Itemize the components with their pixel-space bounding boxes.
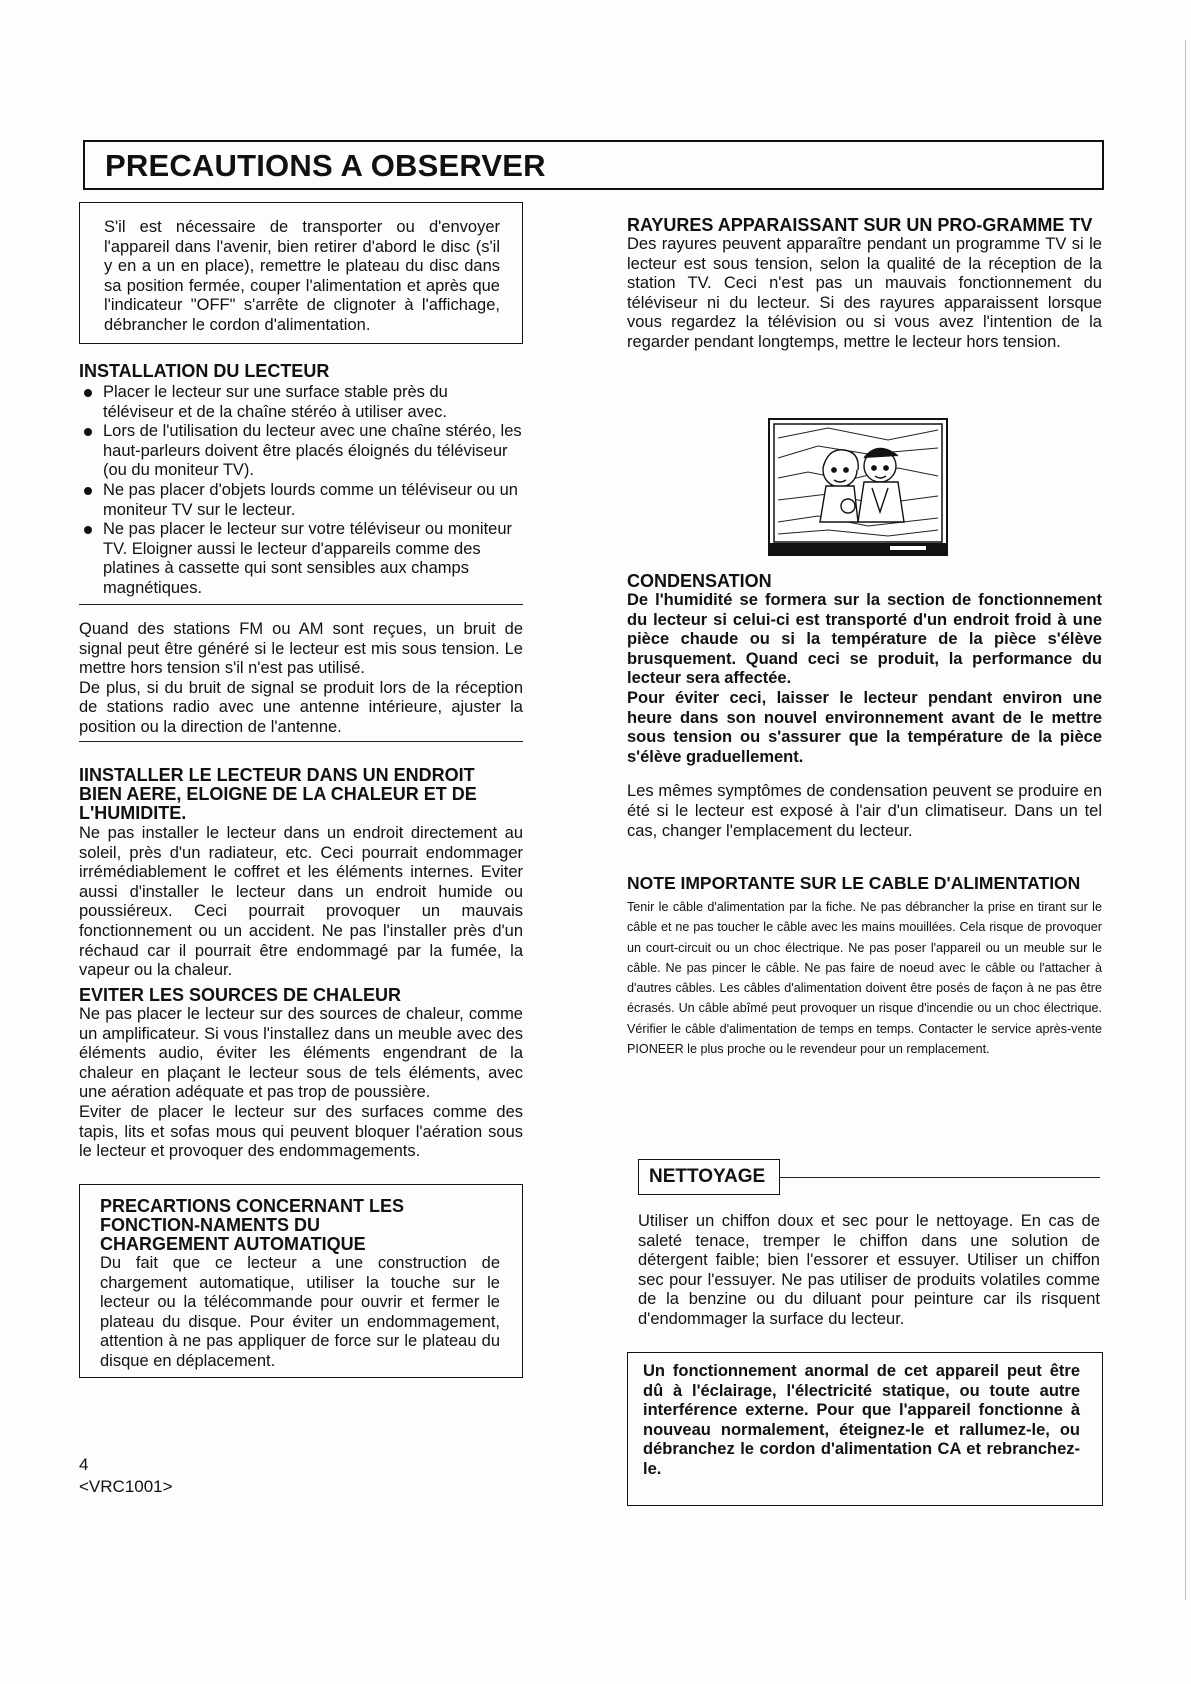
condensation-text: Les mêmes symptômes de condensation peuvent se produire en été si le lecteur est exposé à l'air d'un climatiseur. Dans un tel cas, changer l'emplacement du lecteur. <box>627 782 1102 840</box>
tv-illustration <box>768 418 948 556</box>
heat-section <box>79 986 523 1162</box>
loading-box <box>79 1184 523 1378</box>
transport-note: S'il est nécessaire de transporter ou d'envoyer l'appareil dans l'avenir, bien retirer d'abord le disc (s'il y en a un en place), remettre le plateau du disc dans sa position fermée, couper l'alimentation et après que l'indicateur "OFF" s'arrête de clignoter à l'affichage, débrancher le cordon d'alimentation. <box>104 218 500 334</box>
fm-am-note-p1: Quand des stations FM ou AM sont reçues, un bruit de signal peut être généré si le lecteur est mis sous tension. Le mettre hors tension s'il n'est pas utilisé. <box>79 620 523 678</box>
loading-text: Du fait que ce lecteur a une construction de chargement automatique, utiliser la touche sur le lecteur ou la télécommande pour ouvrir et fermer le plateau du disque. Pour éviter un endommagement, attention à ne pas appliquer de force sur le plateau du disque en déplacement. <box>100 1254 500 1370</box>
condensation-bold1: De l'humidité se formera sur la section de fonctionnement du lecteur si celui-ci est transporté d'un endroit froid à une pièce chaude ou si la température de la pièce s'élève brusquement. Quand ceci se produit, la performance du lecteur sera affectée. <box>627 591 1102 688</box>
divider <box>79 741 523 742</box>
installation-section <box>79 362 523 599</box>
cleaning-heading-box <box>638 1159 780 1195</box>
bullet-icon <box>84 428 92 436</box>
heat-heading: EVITER LES SOURCES DE CHALEUR <box>79 985 402 1005</box>
heat-text: Ne pas placer le lecteur sur des sources de chaleur, comme un amplificateur. Si vous l'installez dans un meuble avec des éléments audio, éviter les éléments engendrant de la chaleur en plaçant le lecteur sous de tels éléments, avec une aération adéquate et pas trop de poussière. <box>79 1005 523 1102</box>
fm-am-note <box>79 620 523 738</box>
bullet-icon <box>84 389 92 397</box>
page-title-box <box>83 140 1104 190</box>
cleaning-heading-row <box>638 1159 1100 1195</box>
cleaning-heading: NETTOYAGE <box>649 1166 766 1187</box>
loading-heading: PRECARTIONS CONCERNANT LES FONCTION-NAMENTS DU CHARGEMENT AUTOMATIQUE <box>100 1196 405 1254</box>
malfunction-box <box>627 1352 1103 1506</box>
page-number: 4 <box>79 1455 89 1474</box>
scan-edge-line <box>1185 40 1186 1600</box>
condensation-section <box>627 572 1102 841</box>
tv-with-cartoon-image <box>768 418 948 556</box>
malfunction-note: Un fonctionnement anormal de cet appareil peut être dû à l'éclairage, l'électricité statique, ou toute autre interférence externe. Pour que l'appareil fonctionne à nouveau normalement, éteignez-le et rallumez-le, ou débranchez le cordon d'alimentation CA et rebranchez-le. <box>643 1362 1080 1478</box>
bullet-icon <box>84 526 92 534</box>
list-item: Lors de l'utilisation du lecteur avec une chaîne stéréo, les haut-parleurs doivent être placés éloignés du téléviseur (ou du moniteur TV). <box>79 422 523 481</box>
cleaning-section <box>638 1212 1100 1330</box>
transport-note-box <box>79 202 523 344</box>
fm-am-note-p2: De plus, si du bruit de signal se produit lors de la réception de stations radio avec une antenne intérieure, ajuster la position ou la direction de l'antenne. <box>79 678 523 736</box>
list-item: Placer le lecteur sur une surface stable près du téléviseur et de la chaîne stéréo à utiliser avec. <box>79 383 523 422</box>
list-item: Ne pas placer le lecteur sur votre téléviseur ou moniteur TV. Eloigner aussi le lecteur d'appareils comme des platines à cassette qui sont sensibles aux champs magnétiques. <box>79 520 523 598</box>
doc-code: <VRC1001> <box>79 1477 173 1496</box>
condensation-heading: CONDENSATION <box>627 571 772 591</box>
cable-heading: NOTE IMPORTANTE SUR LE CABLE D'ALIMENTATION <box>627 873 1081 893</box>
installation-heading: INSTALLATION DU LECTEUR <box>79 361 330 381</box>
ventilation-section <box>79 766 523 981</box>
list-item: Ne pas placer d'objets lourds comme un téléviseur ou un moniteur TV sur le lecteur. <box>79 481 523 520</box>
ventilation-text: Ne pas installer le lecteur dans un endroit directement au soleil, près d'un radiateur, etc. Ceci pourrait endommager irrémédiablement le coffret et les éléments internes. Eviter aussi d'installer le lecteur dans un endroit humide ou poussiéreux. Ceci pourrait provoquer un mauvais fonctionnement ou un accident. Ne pas l'installer près d'un réchaud car il pourrait être endommagé par la fumée, la vapeur ou la chaleur. <box>79 824 523 980</box>
bullet-icon <box>84 487 92 495</box>
condensation-bold2: Pour éviter ceci, laisser le lecteur pendant environ une heure dans son nouvel environnement avant de le mettre sous tension ou s'assurer que la température de la pièce s'élève graduellement. <box>627 688 1102 766</box>
heat-text2: Eviter de placer le lecteur sur des surfaces comme des tapis, lits et sofas mous qui peuvent bloquer l'aération sous le lecteur et provoquer des endommagements. <box>79 1102 523 1161</box>
stripes-heading: RAYURES APPARAISSANT SUR UN PRO-GRAMME TV <box>627 215 1093 235</box>
stripes-section <box>627 216 1102 353</box>
divider <box>780 1177 1100 1178</box>
ventilation-heading: IINSTALLER LE LECTEUR DANS UN ENDROIT BIEN AERE, ELOIGNE DE LA CHALEUR ET DE L'HUMIDITE. <box>79 765 477 823</box>
cable-text: Tenir le câble d'alimentation par la fiche. Ne pas débrancher la prise en tirant sur le câble et ne pas toucher le câble avec les mains mouillées. Cela risque de provoquer un court-circuit ou un choc électrique. Ne pas poser l'appareil ou un meuble sur le câble. Ne pas pincer le câble. Ne pas faire de noeud avec le câble ou l'attacher à d'autres câbles. Les câbles d'alimentation doivent être posés de façon à ne pas être écrasés. Un câble abîmé peut provoquer un risque d'incendie ou un choc électrique. Vérifier le câble d'alimentation de temps en temps. Contacter le service après-vente PIONEER le plus proche ou le revendeur pour un remplacement. <box>627 900 1102 1057</box>
page-footer <box>79 1454 173 1498</box>
divider <box>79 604 523 605</box>
cable-section <box>627 874 1102 1059</box>
cleaning-text: Utiliser un chiffon doux et sec pour le nettoyage. En cas de saleté tenace, tremper le chiffon dans une solution de détergent faible; bien l'essorer et essuyer. Utiliser un chiffon sec pour l'essuyer. Ne pas utiliser de produits volatiles comme de la benzine ou du diluant pour peinture car ils risquent d'endommager la surface du lecteur. <box>638 1212 1100 1328</box>
stripes-text: Des rayures peuvent apparaître pendant un programme TV si le lecteur est sous tension, selon la qualité de la réception de la station TV. Ceci n'est pas un mauvais fonctionnement du téléviseur ni du lecteur. Si des rayures apparaissent lorsque vous regardez la télévision ou si vous avez l'intention de la regarder pendant longtemps, mettre le lecteur hors tension. <box>627 235 1102 351</box>
installation-list <box>79 383 523 599</box>
page-title: PRECAUTIONS A OBSERVER <box>105 148 546 183</box>
